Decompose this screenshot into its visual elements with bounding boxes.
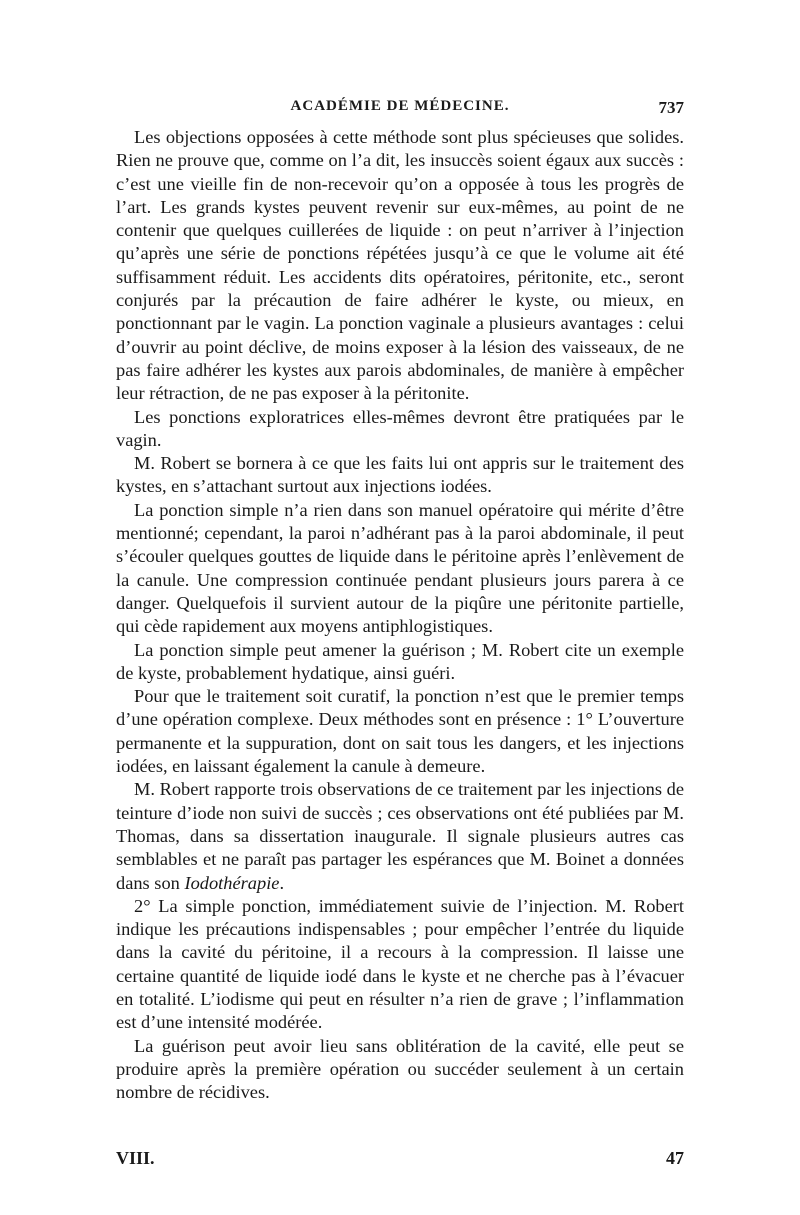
page-number: 737 [658,98,684,117]
book-title: Iodothérapie [184,872,280,893]
paragraph-2: Les ponctions exploratrices elles-mêmes devront être pratiquées par le vagin. [116,406,684,450]
book-title-punct: . [279,872,285,893]
paragraph-8: 2° La simple ponction, immédiatement suivie de l’injection. M. Robert indique les précautions indispensables ; pour empêcher l’entrée du liquide dans la cavité du péritoine, il a recours à la compression. Il laisse une certaine quantité de liquide iodé dans le kyste et ne cherche pas à l’évacuer en totalité. L’iodisme qui peut en résulter n’a rien de grave ; l’inflammation est d’une intensité modérée. [116,895,684,1033]
paragraph-7 [116,778,684,894]
paragraph-9: La guérison peut avoir lieu sans oblitération de la cavité, elle peut se produire après la première opération ou succéder seulement à un certain nombre de récidives. [116,1035,684,1103]
paragraph-5: La ponction simple peut amener la guérison ; M. Robert cite un exemple de kyste, probablement hydatique, ainsi guéri. [116,639,684,683]
signature-mark: VIII. [116,1148,155,1168]
page-header [116,98,684,124]
paragraph-3: M. Robert se bornera à ce que les faits lui ont appris sur le traitement des kystes, en s’attachant surtout aux injections iodées. [116,453,684,497]
running-title: ACADÉMIE DE MÉDECINE. [290,98,510,114]
paragraph-6: Pour que le traitement soit curatif, la ponction n’est que le premier temps d’une opération complexe. Deux méthodes sont en présence : 1° L’ouverture permanente et la suppuration, dont on sait tous les dangers, et les injections iodées, en laissant également la canule à demeure. [116,686,684,777]
sheet-number: 47 [666,1148,684,1168]
paragraph-7-text: M. Robert rapporte trois observations de ce traitement par les injections de teinture d’iode non suivi de succès ; ces observations ont été publiées par M. Thomas, dans sa dissertation inaugurale. Il signale plusieurs autres cas semblables et ne paraît pas partager les espérances que M. Boinet a données dans son [116,779,684,893]
paragraph-1: Les objections opposées à cette méthode sont plus spécieuses que solides. Rien ne prouve que, comme on l’a dit, les insuccès soient égaux aux succès : c’est une vieille fin de non-recevoir qu’on a opposée à tous les progrès de l’art. Les grands kystes peuvent revenir sur eux-mêmes, au point de ne contenir que quelques cuillerées de liquide : on peut n’arriver à l’injection qu’après une série de ponctions répétées jusqu’à ce que le volume ait été suffisamment réduit. Les accidents dits opératoires, péritonite, etc., seront conjurés par la précaution de faire adhérer le kyste, ou mieux, en ponctionnant par le vagin. La ponction vaginale a plusieurs avantages : celui d’ouvrir au point déclive, de moins exposer à la lésion des vaisseaux, de ne pas faire adhérer les kystes aux parois abdominales, de manière à empêcher leur rétraction, de ne pas exposer à la péritonite. [116,127,684,404]
page-footer [116,1148,684,1174]
paragraph-4: La ponction simple n’a rien dans son manuel opératoire qui mérite d’être mentionné; cependant, la paroi n’adhérant pas à la paroi abdominale, il peut s’écouler quelques gouttes de liquide dans le péritoine après l’enlèvement de la canule. Une compression continuée pendant plusieurs jours parera à ce danger. Quelquefois il survient autour de la piqûre une péritonite partielle, qui cède rapidement aux moyens antiphlogistiques. [116,499,684,637]
page-body [116,126,684,1104]
